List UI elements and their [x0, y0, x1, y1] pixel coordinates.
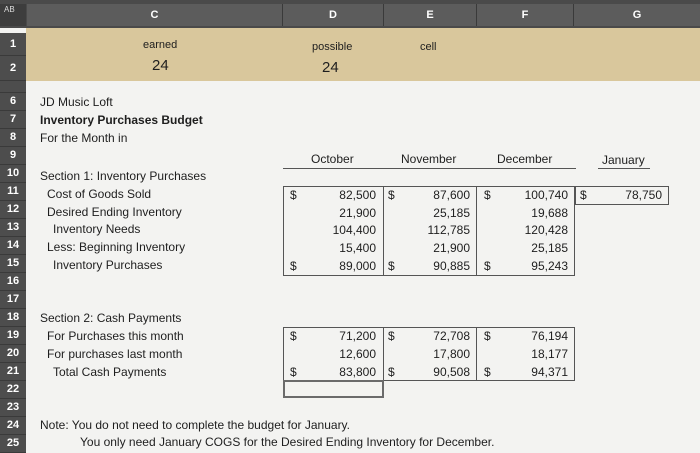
cell-label: cell — [420, 41, 437, 53]
row-header-6[interactable]: 6 — [0, 93, 26, 111]
earned-label: earned — [143, 39, 178, 51]
row-header-1[interactable]: 1 — [0, 33, 26, 56]
score-band — [26, 28, 700, 81]
label-beginning-inventory: Less: Beginning Inventory — [47, 240, 186, 254]
nov-inventory-purchases[interactable]: 90,885 — [433, 259, 470, 273]
row-header-20[interactable]: 20 — [0, 345, 26, 363]
oct-inventory-purchases[interactable]: 89,000 — [339, 259, 376, 273]
note-line-2: You only need January COGS for the Desired Ending Inventory for December. — [80, 435, 495, 449]
oct-purchases-this-month[interactable]: 71,200 — [339, 329, 376, 343]
oct-cogs[interactable]: 82,500 — [339, 188, 376, 202]
dollar-nov-this-month: $ — [388, 329, 395, 343]
dec-cogs[interactable]: 100,740 — [524, 188, 568, 202]
section1-divider-2 — [476, 186, 477, 276]
month-november: November — [401, 152, 457, 166]
month-january: January — [602, 153, 645, 167]
column-header-f[interactable]: F — [477, 4, 574, 26]
dec-beginning-inventory[interactable]: 25,185 — [531, 241, 568, 255]
company-name: JD Music Loft — [40, 95, 113, 109]
row-header-22[interactable]: 22 — [0, 381, 26, 399]
dec-purchases-this-month[interactable]: 76,194 — [531, 329, 568, 343]
nov-purchases-this-month[interactable]: 72,708 — [433, 329, 470, 343]
section2-divider-1 — [383, 327, 384, 381]
january-underline — [598, 168, 650, 169]
dollar-oct-purchases: $ — [290, 259, 297, 273]
section1-heading: Section 1: Inventory Purchases — [40, 169, 207, 183]
row-header-9[interactable]: 9 — [0, 147, 26, 165]
row-header-24[interactable]: 24 — [0, 417, 26, 435]
row-header-17[interactable]: 17 — [0, 291, 26, 309]
nov-purchases-last-month[interactable]: 17,800 — [433, 347, 470, 361]
nov-inventory-needs[interactable]: 112,785 — [427, 223, 470, 237]
row-header-23[interactable]: 23 — [0, 399, 26, 417]
row-header-2[interactable]: 2 — [0, 56, 26, 81]
row-header-10[interactable]: 10 — [0, 165, 26, 183]
section2-divider-2 — [476, 327, 477, 381]
nov-cogs[interactable]: 87,600 — [433, 188, 470, 202]
label-inventory-needs: Inventory Needs — [53, 222, 141, 236]
dollar-dec-total: $ — [484, 365, 491, 379]
possible-value: 24 — [322, 59, 339, 76]
dollar-nov-purchases: $ — [388, 259, 395, 273]
row-header-16[interactable]: 16 — [0, 273, 26, 291]
dollar-dec-this-month: $ — [484, 329, 491, 343]
row-header-12[interactable]: 12 — [0, 201, 26, 219]
jan-cogs[interactable]: 78,750 — [625, 188, 662, 202]
possible-label: possible — [312, 41, 353, 53]
select-all-corner[interactable] — [0, 4, 26, 26]
note-line-1: Note: You do not need to complete the budget for January. — [40, 418, 351, 432]
dollar-nov-total: $ — [388, 365, 395, 379]
row-header-11[interactable]: 11 — [0, 183, 26, 201]
oct-inventory-needs[interactable]: 104,400 — [332, 223, 376, 237]
month-october: October — [311, 152, 354, 166]
oct-desired-ending[interactable]: 21,900 — [339, 206, 376, 220]
row-header-14[interactable]: 14 — [0, 237, 26, 255]
dollar-dec-cogs: $ — [484, 188, 491, 202]
dollar-oct-this-month: $ — [290, 329, 297, 343]
section1-divider-1 — [383, 186, 384, 276]
oct-beginning-inventory[interactable]: 15,400 — [339, 241, 376, 255]
dec-inventory-needs[interactable]: 120,428 — [524, 223, 568, 237]
row-header-hidden — [0, 81, 26, 93]
row-header-7[interactable]: 7 — [0, 111, 26, 129]
row-header-18[interactable]: 18 — [0, 309, 26, 327]
dec-total-cash[interactable]: 94,371 — [531, 365, 568, 379]
row-header-8[interactable]: 8 — [0, 129, 26, 147]
nov-beginning-inventory[interactable]: 21,900 — [433, 241, 470, 255]
corner-label: AB — [4, 5, 15, 14]
budget-title: Inventory Purchases Budget — [40, 113, 203, 127]
dec-desired-ending[interactable]: 19,688 — [531, 206, 568, 220]
budget-period: For the Month in — [40, 131, 128, 145]
dec-inventory-purchases[interactable]: 95,243 — [531, 259, 568, 273]
row-header-13[interactable]: 13 — [0, 219, 26, 237]
column-header-g[interactable]: G — [574, 4, 700, 26]
earned-value: 24 — [152, 57, 169, 74]
label-inventory-purchases: Inventory Purchases — [53, 258, 163, 272]
row-header-19[interactable]: 19 — [0, 327, 26, 345]
month-december: December — [497, 152, 553, 166]
label-cogs: Cost of Goods Sold — [47, 187, 152, 201]
label-purchases-this-month: For Purchases this month — [47, 329, 184, 343]
label-purchases-last-month: For purchases last month — [47, 347, 183, 361]
column-header-c[interactable]: C — [27, 4, 283, 26]
month-header-underline — [283, 168, 576, 169]
row-header-21[interactable]: 21 — [0, 363, 26, 381]
dollar-oct-cogs: $ — [290, 188, 297, 202]
column-header-d[interactable]: D — [283, 4, 384, 26]
dec-purchases-last-month[interactable]: 18,177 — [531, 347, 568, 361]
row-header-15[interactable]: 15 — [0, 255, 26, 273]
oct-total-cash[interactable]: 83,800 — [339, 365, 376, 379]
nov-total-cash[interactable]: 90,508 — [433, 365, 470, 379]
nov-desired-ending[interactable]: 25,185 — [433, 206, 470, 220]
label-desired-ending-inventory: Desired Ending Inventory — [47, 205, 182, 219]
active-cell[interactable] — [283, 380, 384, 398]
column-header-e[interactable]: E — [384, 4, 477, 26]
label-total-cash-payments: Total Cash Payments — [53, 365, 167, 379]
dollar-oct-total: $ — [290, 365, 297, 379]
dollar-nov-cogs: $ — [388, 188, 395, 202]
dollar-jan-cogs: $ — [580, 188, 587, 202]
oct-purchases-last-month[interactable]: 12,600 — [339, 347, 376, 361]
dollar-dec-purchases: $ — [484, 259, 491, 273]
section2-heading: Section 2: Cash Payments — [40, 311, 182, 325]
row-header-25[interactable]: 25 — [0, 435, 26, 453]
